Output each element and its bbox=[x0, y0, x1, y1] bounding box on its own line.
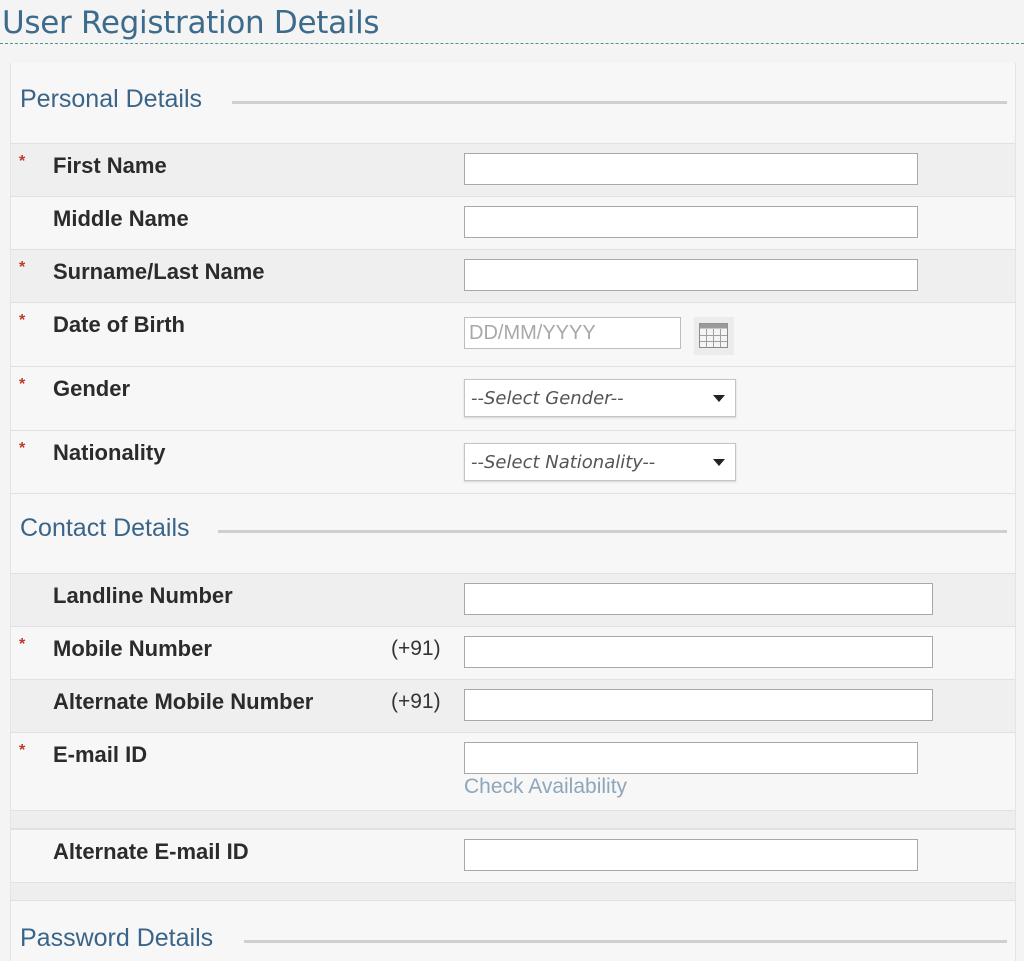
alt-mobile-input[interactable] bbox=[464, 689, 933, 721]
surname-row bbox=[11, 249, 1015, 302]
gender-select[interactable] bbox=[464, 379, 736, 417]
section-rule bbox=[232, 101, 1007, 104]
alt-email-row bbox=[11, 829, 1015, 882]
required-marker: * bbox=[19, 742, 26, 759]
mobile-input[interactable] bbox=[464, 636, 933, 668]
middle-name-input[interactable] bbox=[464, 206, 918, 238]
page-title: User Registration Details bbox=[2, 5, 380, 41]
mobile-label: Mobile Number bbox=[53, 636, 212, 661]
password-details-title: Password Details bbox=[20, 924, 214, 952]
chevron-down-icon bbox=[713, 395, 725, 402]
country-code-prefix: (+91) bbox=[391, 690, 441, 713]
gender-select-value: --Select Gender-- bbox=[471, 388, 624, 409]
first-name-input[interactable] bbox=[464, 153, 918, 185]
first-name-row bbox=[11, 143, 1015, 196]
landline-row bbox=[11, 573, 1015, 626]
middle-name-label: Middle Name bbox=[53, 206, 189, 231]
alt-mobile-label: Alternate Mobile Number bbox=[53, 689, 314, 714]
section-rule bbox=[244, 940, 1007, 943]
required-marker: * bbox=[19, 312, 26, 329]
nationality-select-value: --Select Nationality-- bbox=[471, 452, 656, 473]
mobile-row bbox=[11, 626, 1015, 679]
contact-details-header bbox=[11, 510, 1015, 550]
contact-details-title: Contact Details bbox=[20, 514, 190, 542]
page-header bbox=[0, 0, 1024, 44]
dob-input[interactable]: DD/MM/YYYY bbox=[464, 317, 681, 349]
section-rule bbox=[218, 530, 1007, 533]
required-marker: * bbox=[19, 440, 26, 457]
chevron-down-icon bbox=[713, 459, 725, 466]
middle-name-row bbox=[11, 196, 1015, 249]
landline-label: Landline Number bbox=[53, 583, 233, 608]
nationality-select[interactable] bbox=[464, 443, 736, 481]
email-label: E-mail ID bbox=[53, 742, 148, 767]
surname-input[interactable] bbox=[464, 259, 918, 291]
required-marker: * bbox=[19, 376, 26, 393]
alt-mobile-row bbox=[11, 679, 1015, 732]
required-marker: * bbox=[19, 153, 26, 170]
row-divider bbox=[11, 882, 1015, 901]
first-name-label: First Name bbox=[53, 153, 167, 178]
required-marker: * bbox=[19, 259, 26, 276]
row-divider bbox=[11, 810, 1015, 829]
registration-form bbox=[10, 63, 1016, 961]
country-code-prefix: (+91) bbox=[391, 637, 441, 660]
check-availability-link[interactable]: Check Availability bbox=[464, 775, 628, 798]
gender-label: Gender bbox=[53, 376, 131, 401]
nationality-label: Nationality bbox=[53, 440, 166, 465]
calendar-icon[interactable] bbox=[694, 317, 734, 355]
dob-row bbox=[11, 302, 1015, 366]
surname-label: Surname/Last Name bbox=[53, 259, 265, 284]
email-input[interactable] bbox=[464, 742, 918, 774]
alt-email-label: Alternate E-mail ID bbox=[53, 839, 249, 864]
alt-email-input[interactable] bbox=[464, 839, 918, 871]
required-marker: * bbox=[19, 636, 26, 653]
dob-label: Date of Birth bbox=[53, 312, 185, 337]
nationality-row bbox=[11, 430, 1015, 493]
personal-details-title: Personal Details bbox=[20, 85, 203, 113]
gender-row bbox=[11, 366, 1015, 430]
personal-details-header bbox=[11, 81, 1015, 121]
password-details-header bbox=[11, 920, 1015, 960]
email-row bbox=[11, 732, 1015, 810]
landline-input[interactable] bbox=[464, 583, 933, 615]
